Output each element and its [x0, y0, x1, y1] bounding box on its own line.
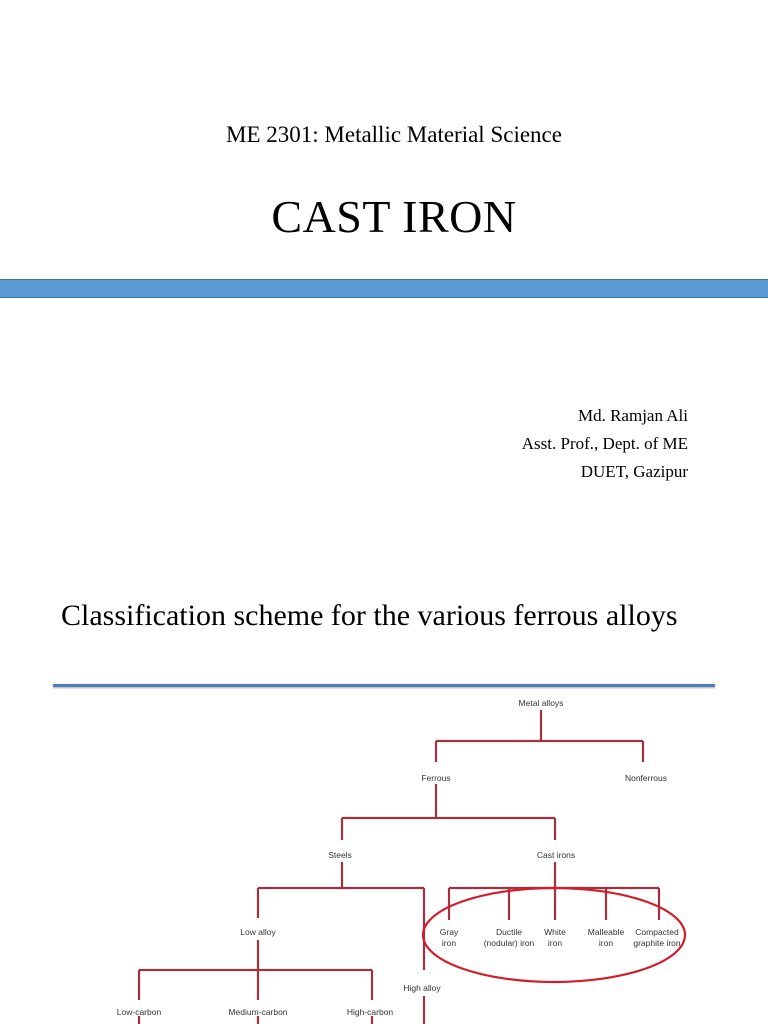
label-malleable-iron-2: iron: [598, 938, 614, 948]
accent-bar: [0, 279, 768, 298]
label-malleable-iron-1: Malleable: [587, 927, 625, 937]
author-position: Asst. Prof., Dept. of ME: [521, 434, 688, 453]
label-metal-alloys: Metal alloys: [518, 698, 564, 708]
label-ferrous: Ferrous: [421, 773, 451, 783]
connector-root: [436, 710, 643, 762]
connector-ferrous: [342, 784, 555, 840]
classification-heading: Classification scheme for the various ferrous alloys: [61, 599, 678, 632]
author-institution: DUET, Gazipur: [580, 462, 688, 481]
label-nonferrous: Nonferrous: [624, 773, 668, 783]
connector-low-alloy: [139, 940, 372, 1000]
ferrous-alloy-tree: [0, 690, 768, 1024]
label-high-carbon: High-carbon: [346, 1007, 394, 1017]
label-compacted-iron-1: Compacted: [635, 927, 679, 937]
label-low-alloy: Low alloy: [240, 927, 276, 937]
label-ductile-iron-1: Ductile: [496, 927, 522, 937]
label-gray-iron-2: iron: [441, 938, 457, 948]
slide-title: CAST IRON: [271, 191, 517, 242]
author-block: [522, 402, 688, 486]
label-white-iron-1: White: [544, 927, 566, 937]
label-low-carbon: Low-carbon: [116, 1007, 162, 1017]
label-steels: Steels: [328, 850, 352, 860]
course-name: ME 2301: Metallic Material Science: [226, 122, 562, 147]
connector-steels: [258, 862, 424, 970]
tree-connectors: [139, 710, 659, 1024]
label-ductile-iron-2: (nodular) iron: [483, 938, 535, 948]
label-cast-irons: Cast irons: [536, 850, 576, 860]
heading-underline: [53, 684, 715, 687]
label-medium-carbon: Medium-carbon: [228, 1007, 288, 1017]
connector-cast-irons: [449, 862, 659, 920]
label-high-alloy: High alloy: [403, 983, 441, 993]
author-name: Md. Ramjan Ali: [577, 406, 688, 425]
label-white-iron-2: iron: [547, 938, 563, 948]
label-compacted-iron-2: graphite iron: [633, 938, 681, 948]
label-gray-iron-1: Gray: [439, 927, 459, 937]
